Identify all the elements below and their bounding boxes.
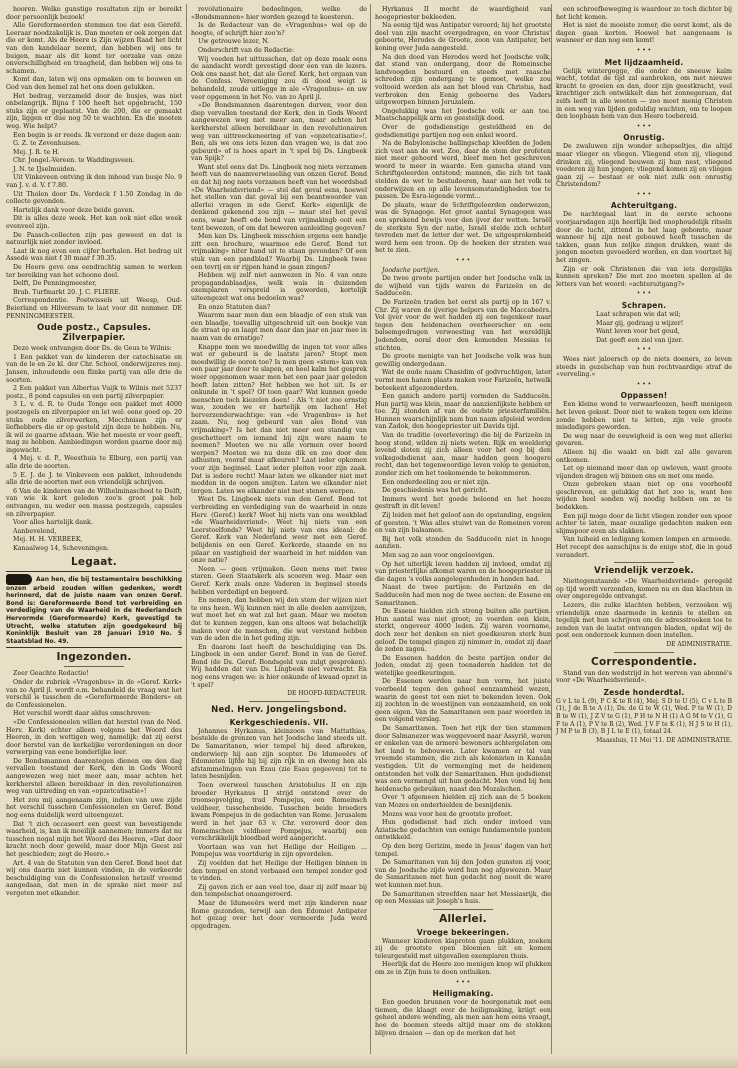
heading-onrustig: Onrustig. [623,133,665,143]
paragraph: Mej. H. H. VERBEEK, [13,536,83,544]
legaat-notice [6,571,182,649]
paragraph: Een begin is er reeds. Ik verzond er deze dagen aan: [13,131,182,139]
paragraph: Zij voelden dat het Heilige der Heiligen binnen in den tempel en stond verbaasd een tempel zonder god te vinden. [191,859,367,883]
paragraph: Kanaalweg 14, Scheveningen. [13,545,110,552]
corr-signature: Maassluis, 11 Mei '11. DE ADMINISTRATIE. [596,736,732,744]
paragraph: Alle Gereformeerden stemmen toe dat een Gerefd. Leeraar noodzakelijk is. Dan moeten er ook zorgen dat die er komt. Als de Heere is Zijn wijzen Raad het licht van den kandelaar neemt, dan hebben wij ons te buigen, maar als dit komt ter oorzake van onze onverschilligheid en traagheid, dan hebben wij ons te schamen. [6,22,182,75]
paragraph: J. N. te IJselmuiden. [13,165,77,173]
paragraph: 3 L. v. d. R. te Oude Tonge een pakket met 4000 postzegels en zilverpapier en let wel: eene goed op. 20 stuks oude zilverwerken, Mecchnisan zijn er liefhebbers die er op gesteld zijn deze te hebben. Nu, ik wil ze gaarne afstaan. Wie het meeste er voor geeft, mag ze hebben. Aanbiedingen worden gaarne door mij ingewacht. [6,401,182,454]
heading-vroege: Vroege bekeeringen. [416,927,510,937]
achteruitgang-section [556,211,732,288]
paragraph: En onze Statuten dan? [198,303,271,311]
paragraph: Zij leiden met het geloof aan de opstanding, engelen of geesten. 't Was alles stuiwt van de Romeinen voren en van zijn balsamen. [375,512,551,535]
joodsche-volk-section [375,6,551,255]
heiligmaking-section [375,999,551,1037]
signoff: DE HOOFD-REDACTEUR. [287,690,367,698]
paragraph: De Essene hielden zich streng buiten alle partijen. Hun aantal was niet groot; zo voerden een klein, sterkt, ongeveer 4000 leden. Zij waren voorname, doch zeer het denken en niet goedkeuren sterk hun geloof. De tempel gingen zij nimmer in, omdat zij daar de zeden zagen. [375,608,551,654]
schrapen-after: Wees niet jaloersch op de niets doeners, zo leven steeds in gezelschap van hun rechtvaardige straf de «verveling.» [556,355,732,379]
paragraph: Een pijl moge door de licht vliegen zonder een spoor achter te laten, maar ouzalige gedachten maken een slijmspoor even als slakken. [556,512,732,535]
paragraph: Uw getrouwe lezer, N. [198,38,270,46]
heading-heiligmaking: Heiligmaking. [432,989,494,999]
paragraph: Zijn er ook Christenen die van iets dergelijks kunnen spreken? Die met zoo moeten spellen al de letters van het woord: «achteruitgang?» [556,265,732,288]
paragraph: De Paasch-collecten zijn pas geweest en dat is natuurlijk niet zonder invloed. [6,231,182,247]
paragraph: een schroefbeweging is waardoor ze toch dichter bij het licht komen. [556,6,732,21]
paragraph: Het zou mij aangenaam zijn, indien van uwe zijde het verschil tusschen Confessionelen en Geref. Bond nog eens duidelijk werd uiteengezet. [6,796,182,820]
schrapen-poem [556,311,732,344]
paragraph: 5 E. J. de J. te Vinkeveen een pakket, inhoudende alle drie de soorten met een vriendelijk schrijven. [6,471,182,487]
paragraph: Waarom naar men dan een blaadje of een stuk van een blaadje, toevallig uitgeschreid uit een boekje van de straat op en laapt men daar dan jaar en jaar mee in naam van de ernstige? [191,312,367,342]
poem-line: Laat schrapen wie dat wil; [596,311,681,318]
separator-dots: • • • [636,122,652,130]
paragraph: Onderschrift van de Redactie: [198,46,294,54]
paragraph: Een goeden brunnen voor de hoorgenstuk met een tiemen, die klaagt over de heiligmaking, kriigt een geheel andere wending, als men aan hem eens vraagt, hoe de boomen steeds altijd maar om de stokken blijven draaien — dan op de merken dat het [375,999,551,1037]
paragraph: De Samaritanen. Toen het rijk der tien stammen door Salmanezer was weggevoerd naar Assyrië, waren er enkelen van de armere bewoners achtergelaten om het land te bebouwen. Later kwamen er tal van vreemde stammen, die zich als kolonisten in Kanaän vestigden. Uit de vermenging met de heidenen ontstonden het volk der Samaritanen. Hun godsdienst was een vermengd uit hun gedacht. Men vond bij hen heidensche gebruiken, naast den Mozaïschen. [375,725,551,793]
column-rule [186,4,187,1059]
paragraph: G. Z. te Zevenhuisen. [13,140,81,148]
paragraph: Onder de rubriek «Vragenbus» in de «Geref. Kerk» van zo April jl. wordt o.m. behandeld de vraag wat het verschil is tusschen de «Gereformeerde Bonders» en de Confessionelen. [6,678,182,709]
heading-partijen: Joodsche partijen. [382,266,440,274]
paragraph: Op het uiterlijk leven hadden zij invloed, omdat zij van priesterlijke afkomst waren en de hoogepriester in die dagen 's volks aangelegenheden in handen had. [375,560,551,583]
corr-intro: Stand van den wedstrijd in het werven van abonné's voor «De Waarheidsvriend». [556,669,732,685]
paragraph: Het bedrag, verzameld door de busjes, was niet onbelangrijk. Bijna f 100 heeft het opgebracht, 150 stuks zijn er geplaatst. Van de 200, die er gemaakt zijn, liggen er due nog 50 te wachten. En die moeten weg. Wie helpt? [6,92,182,130]
page-edge [0,1054,738,1068]
paragraph: 2 Een pakket van Albertus Vuijk te Wilnis met 5237 postz., 8 pond capsules en een partij zilverpapier. [6,385,182,400]
heading-ingezonden: Ingezonden. [56,651,132,664]
paragraph: Hartelijk dank voor deze beide gaven. [13,206,135,214]
paragraph: Naast de twee partijen: de Farizeën en de Sadduceën had men nog de twee secten: de Essene en Samaritanen. [375,584,551,607]
paragraph: De Bondsmannen daarentegen dienen om den dag vervallen toestand der Kerk, den in Gods Woord aangewezen weg niet meer aan, maar achten het kerkherstel alleen bereikbaar in den revolutionairen weg van uittreding en van «opzetcatisatie»! [6,757,182,796]
heading-allerlei: Allerlei. [439,912,487,925]
verzoek-signature: DE ADMINISTRATIE. [666,640,732,648]
paragraph: De nachtegaal laat in de eerste schoone voorjaarsdagen zijn heerlijk lied onophoudelijk ritseln door de lucht, zittend in het laag gebomte, maar wanneer hij zijn nest gebouwd heeft tusschen de takken, gaan hun zeljke zingen drukken, want de jongen moeten gevoederd worden, en dan voortzet hij het zingen. [556,211,732,265]
heading-oppassen: Oppassen! [620,391,668,401]
paragraph: Want stel eens dat Ds. Lingbeek nog niets verzamen heeft van de naamverwisseling van onzen Geref. Bond en dat hij nog niets verzamen heeft van het woordsbad «De Waarheidsvriend» — stel dat geval eens, hoewel het stellen van dat geval bij een beantwoorder van allerlei vragen in ede Geref. Kerk» eigenlijk de denkend gekenend zou zijn — maar stel het geval eens, waar heeft ede bond van vrijmakingb ooit een tent bewezen, of om dat beweren aanleiding gegeven? [191,163,367,232]
paragraph: Ongelukkig was het Joodsche volk er aan toe. Maatschappelijk arm en geestelijk dood. [375,107,551,123]
paragraph: Uit Tholen door Ds. Verdeck f 1.50 Zondag in de collecte gevonden. [6,190,182,206]
heading-jongelingsbond: Ned. Herv. Jongelingsbond. [211,704,347,715]
paragraph: Wij voeden het uittusschen, dat op deze maak eens de aandacht wordt gevestigd door een van de lezers. Ook ons naast het, dat ale Geref. Kerk, het orgaan van de Confess. Vereeniging zou di dood weigt is behandeld, zoude uitlegge in ale «Vragenbus» en uw veer opgemeen in het No. van zo April jl. [191,55,367,101]
paragraph: «De Confessioneelen willen dat herstel (van de Ned. Herv. Kerk) echter alleen volgens het Woord des Heeren, in den wettigen weg, namelijk: dat zij eerst door herstel van de kerkelijke verordeningen en door verwerping van eene bonderlijke leer. [6,718,182,757]
paragraph: Mozes was voor hen de grootste profeet. [382,810,513,818]
schroef-section [556,6,732,45]
paragraph: Zeer Geachte Redactie! [13,670,89,678]
paragraph: Over 't afgemeen hielden zij zich aan de 5 boeken van Mozes en onderhielden de besnijdenis. [375,794,551,809]
paragraph: Komt dan, laten wij ons opmaken om te bouwen en God van den hemel zal het ons doen gelukken. [6,76,182,91]
paragraph: hooren. Welke gunstige resultaten zijn er bereikt door persoonlijk bezoek! [6,6,182,21]
paragraph: Na de Babylonische ballingschap kleefden de Joden zich vast aan de wet. Zoo, daar de stem der profeten niet meer gehoord werd, bleef men het geschreven woord te meer in waarde. Een ganscha stand van Schriftgeleerden ontstond; mannen, die zich tot taak stelden de wet te bestudeeren, haar aan het volk te onderwijzen en op alle levensomstandigheden toe te passen. De Esra-legende vormt... [375,140,551,201]
poem-line: Maar gij, gedraag u wijzer! [596,319,684,327]
partijen-section [375,275,551,906]
paragraph: Onze gebreken staan niet op ons voorhoofd geschreven, en gelukkig dat het zoo is, want hoe wijden heel sonden wij noodig hebben om ze te bedekken. [556,481,732,512]
paragraph: Hun godsdienst had zich onder invloed van Aziatische gedachten van eenige fundamentele punten ontwikkeld. [375,819,551,842]
paragraph: Laat ik nog even een cijfer herhalen. Het bedrag uit Assedè was niet f 30 maar f 30.35. [6,247,182,263]
heading-kerkgeschiedenis: Kerkgeschiedenis. VII. [229,717,329,727]
paragraph: Toen overweel tusschen Aristobulus II en zijn broeder Hyrkanus II strijd ontstond over de troonsopvolging, trad Pompejus, een Romeinsch veldheer, tusschenbeide. Tusschen beide broeders kwam Pompejus in de gedachten van Rome. Jerusalem werd in het jaar 63 v. Chr. veroverd door den Romeinschen veldheer Pompejus, waarbij een verschrikkelijk bloedbad werd aangericht. [191,782,367,843]
paragraph: De weg naar de eeuwigheid is een weg met allerlei gevaren. [556,432,732,448]
paragraph: De Essenen hadden de beste partijen onder de Joden, omdat zij geen toenaderen hadden tot de wetelijke goedkeuringen. [375,654,551,677]
heading-lijdzaamheid: Met lijdzaamheid. [604,57,684,67]
poem-line: Want leven voor het goud, [596,328,680,336]
paragraph: Heerlijk dat de Heere zoo menigen knop wil plukken om ze in Zijn huis te doen ontluiken. [375,961,551,977]
zilverpapier-section [6,345,182,552]
paragraph: De Samaritanen van bij den Joden gunsten zij voor, van de Joodsche zijde werd hun nog afgewezen. Maar de Samaritanen met hun gedacht nog nooit de ware wet kunnen met hun. [375,859,551,889]
paragraph: Op den berg Gerizim, mede in Jesus' dagen van het tempel. [375,842,551,858]
paragraph: Wanneer kinderen klaproten gaan plukken, zoeken zij de grootste open bloemen uit en komen teleurgesteld met uitgevallen exemplaren thuis. [375,937,551,960]
paragraph: Dat 't zich occaseert een geest van bevestigende waarheid, is, kan ik moeilijk aannemen; immers dat nu tusschen nogal mijn het Woord des Heeren, «Dat door kracht noch door geweld, maar door Mijn Geest zal het geschieden; zegt de Heere.» [6,820,182,858]
separator-dots: • • • [636,290,652,298]
column-rule [551,4,552,1059]
paragraph: Aanbevelend, [13,527,57,535]
paragraph: Bij het volk stonden de Sadduceën niet in hooge aanzien. [375,535,551,551]
paragraph: De Samaritanen streefden naar het Messiasrijk, die op een Messias uit Joseph's huis. [375,890,551,906]
paragraph: En daarom laat heeft de beschuldiging van Ds. Lingbeek in een ander Geref. Bond in van de Geref. Bond (de Ds. Geref. Bondsgeld van zulgt gesproken). Wij hadden dat van Ds. Lingbeek niet verwacht. En nog eens vragen we: is hier onkunde of kwaad opzet in 't spel? [191,643,367,689]
paragraph: Delft, De Penningmeester, [13,280,97,288]
heading-achteruitgang: Achteruitgang. [610,201,678,211]
legaat-text: Aan hen, die bij testamentaire beschikking onzen arbeid zouden willen gedenken, wordt herinnerd, dat de juiste naam van onzen Geref. Bond is: Gereformeerde Bond tot verbreiding en verdediging van de Waarheid in de Nederlandsch Hervormde (Gereformeerde) Kerk, gevestigd te Utrecht, welke statuten zijn goedgekeurd bij Koninklijk Besluit van 28 Januari 1910 No. 5 Staatsblad No. 49. [6,575,182,645]
paragraph: Het is niet de moeiste zomer, die eerst komt, als de dagen gaan korten. Hoewel het aangenaam is wanneer er dan nog een komt! [556,22,732,45]
paragraph: Art. 4 van de Statuten van den Geref. Bond heet dat wij ons daarin niet kunnen vinden, in de verkeerde beschuldiging van de Confessionelen hetzelf vreemd aangedaan, dat men in de sprake niet meer zal vergeten met elkander. [6,859,182,897]
paragraph: Correspondentie. Postwissels uit Weesp, Oud-Beierland en Hilversum te laat voor dit nummer. DE PENNINGMEESTER. [6,297,182,320]
paragraph: Immers werd het goede beloond en het boeze gestraft in dit leven! [375,495,551,511]
column-2 [191,6,367,931]
paragraph: Voortaan was van het Heilige der Heiligen ... Pompejus was voortdurig in zijn opvordelen. [191,843,367,859]
vroege-section [375,938,551,977]
paragraph: De groote menigte van het Joodsche volk was hun gewillig ondergedaan. [375,353,551,368]
corr-text: G v L te L (9), P C K te R (4), Mej. S D te U (5), C v L te B (1), J de R te A (1), Ds. de G te W (1), Wed. P te W (1), D B te W (1), J Z V te G (1), P H te N H (1) A G M te V (1), G F te A (1), P V te R (2), Wed. J V F te K (1), H J S te H (1), J M P te B (3), B J L te E (1), totaal 24. [556,697,732,736]
paragraph: De geschiedenis was het gericht. [382,487,488,495]
paragraph: Alleen hij die waakt en bidt zal alle gevaren ontkomen. [556,448,732,464]
paragraph: Lezers, die zulke klachten hebben, verzoeken wij vriendelijk onze daarmede in kennis te stellen en tegelijk met hun schrijven om de adresstrooken toe te zenden van de laatst ontvangen bladen, opdat wij de post een onderzoek kunnen doen instellen. [556,602,732,640]
paragraph: 6 Van de kinderen van de Wilhelminaschool te Delft, van wie ik kort geleden zoo'n groot pak heb ontvangen, nu weder een massa postzegels, capsules en zilverpapier. [6,487,182,518]
paragraph: Neen — geen vrijmaken. Geen mens met twee staren. Geen Staatskerk als scoeren weg. Maar een Geref. Kerk zoals onze Vaderen in beginsel steeds hebben verdedigd en begeerd. [191,565,367,596]
paragraph: Mej. J. R. te H. [13,148,60,156]
paragraph: 4 Mej. v. d. P., Weesthuis te Elburg, een partij van alle drie de soorten. [6,455,182,471]
separator-dots: • • • [455,257,471,264]
paragraph: Let op niemand meer dan op uwleven, want groote vijanden dragen wij binnen ons en met ons mede. [556,465,732,480]
divider [249,701,309,702]
paragraph: Weet Ds. Lingbeek niets van den Geref. Bond tot verbreiding en verdediging van de waarheid in onze Herv. (Geref.) kerk? Weet hij niets van ons weekblad «de Waarheidsvriend». Weet hij niets van een Leerstoelfonds? Weet hij niets van ons ideaal: de Geref. Kerk van Nederland weer met een Geref. belijdenis en een Geref. Kerkorde, staande en nu pilaar en vastigheid der waarheid in het midden van onze natie? [191,496,367,565]
paragraph: Knappe men we moedwillig de ingen tot voor alles wat er gebeurd is de laatste jaren? Stopt men moedwillig de ooren toe? Is men geen «stem» kan van een paar jaar door te slapen, en heel kalm het gesprek weer opgenomen waar men het een paar jaar geleden heeft laten zitten? Het hebben we het uit. Is er onkunde in 't spel? Of toen gaar? Wat kunnen goede menschen toch kiezelen doen! . Als 't niet zoo ernstig was, zouden we er hartelijk om lachen! Het herverzenderwachtige: van «de Vragenbus» is het zaam. Nu, nog gebeurd van ales Bond van vrijmaking»? Is het dan niet meer een standig van geschetteert om iemand bij zijn ware naam te noemen? Moeten we nu alle vormen over boord werpen? Moeten we nu deze dik en zoo door den adhusten, vooraf maar afkeuren? Laat ieder opkomen voor zijn beginsel. Laat ieder pleiten voor zijn zaak. Dat is iedere recht! Maar laten we elkander niet met modden in de oogen smijten. Laten we elkander niet tergen. Laten we elkander niet met stenen werpen. [191,343,367,495]
paragraph: De Essenen werden naar hun vorm, het juiste voorbeeld tegen den geheel eenzaamheid wezen, waarin de geest tot een niet te bekenden leven. Ook zij zochten in de woestijnen van eenzaamheid, en ook geen eigen. Van de Samaritanen een paar woorden in een volgend verslag. [375,678,551,724]
divider [433,909,493,910]
heading-verzoek: Vriendelijk verzoek. [594,566,694,577]
separator-dots: • • • [636,190,652,198]
intro-section [6,6,182,320]
lijdzaamheid-section [556,68,732,121]
paragraph: Voor alles hartelijk dank. [13,519,93,527]
paragraph: Gelijk wintergegge, die onder de sneeuw kalm wacht, totdat de tijd zal aanbreken, om met nieuwe kracht te groeien en dan, door zijn geestkracht, veel krachtiger zich ontwikkelt dan het zonnegeraan, dat zelfs leeft in alle weeten — zoo moet menig Christen in een weg van lijden geduldig wachten, om te loopen den loopbaan hem van den Heere toebereid. [556,67,732,121]
paragraph: Een onderdeeling zou er niet zijn. [382,478,491,486]
column-1 [6,6,182,899]
onrustig-section [556,143,732,189]
paragraph: Na eenig tijd was Antipater veroord; hij het grootste deel van zijn macht overgedragen, en voor Christus' geboorte, Herodes de Groote, zoon van Antipater, bet koning over Juda aangesteld. [375,22,551,52]
separator-dots: • • • [455,978,471,986]
heading-legaat: Legaat. [71,555,117,568]
paragraph: De Heere geve ons eendrachtig samen te werken ter bereiking van het schoone doel. [6,264,182,279]
paragraph: «De Bondsmannen daarentegen durven, voor den diep vervallen toestand der Kerk, den in Gods Woord aangewezen weg niet meer aan, maar achten het kerkherstel alleen bereikbaar in den revolutionairen weg van uittreeckeneering of van «opzetcatisatie»!. Ben, als we ons iets lezen dan vragen we, is dat zoo gebeurd» of is hoes apart in 't spel bij Ds. Lingbeek van Spijk? [191,102,367,163]
paragraph: Brab. Turfmarkt 20. J. C. FLIERE. [13,288,121,296]
paragraph: En nemen, dan hebben wij den stem der wijzen niet te ons heen. Wij kunnen niet in alle deelen aanvijzen, wat moet het en wat zal het gaan. Maar we moeten dat te kunnen zeggen, kan ons altoos wat belachelijk maken voor de menschen, die wat verstand hebben van de aden die in het geding zijn. [191,597,367,643]
verzoek-section [556,578,732,640]
paragraph: Van de traditie (overlevering) die bij de Farizeën in hoog stond, wilden zij niets weten. Rijk en weelderig levend sloten zij zich alleen voor het oog bij den volksgodsdienst aan, maar hadden geen hoogere recht, dan het tegenwoordige leven volop te genieten, zonder zich om het toekomende te bekommeren. [375,432,551,478]
paragraph: Het verschil wordt daar aldus omschreven: [13,710,152,718]
heading-correspondentie: Correspondentie. [591,655,697,668]
paragraph: Men kan Ds. Lingbeek misschien ergens een handje zitt een brochure, waarmee ede Geref. Bond tot vrijmaking» niter hand uit te staan gevonden? Of een stuk van een pandblad? Waarbij Ds. Lingbeek twee een tevrij en er rijpen hand ie gaan zingen? [191,233,367,271]
redactie-section [191,6,367,689]
paragraph: Een kleine wond te verwaarloozen, heeft menigeen het leven gekost. Door niet te waken tegen een kleine zonde hebben niet te letten, zijn vele groote misdadigers geworden. [556,401,732,432]
paragraph: Wat de oude naam Chasidim of godvruchtigen, later vormt men hanen plaats maken voor Farizeën, hetwelk beteekent afgezonderden. [375,369,551,392]
heading-honderdtal: Zesde honderdtal. [603,687,685,697]
paragraph: Na den dood van Herodes werd het Joodsche volk, dat stand van ondergang, door de Romeinsche landvoogden bestuurd en steeds met raasche schreden zijn ondergang te gemoet, welke zou voltooid worden als aan het bloed van Christus, had verbroken den Eenig geboorne des Vaders uitgeworpen binnen Jeruzalem. [375,53,551,107]
paragraph: Van luiheid en ledigang komen lompen en armoede. Het recept des aanschijns is de enige stof, die in goud verandert. [556,536,732,559]
paragraph: Een ganich andere partij vormden de Sadduceën. Hun partij was klein, maar de aanzienlijkste hebben er toe. Zij stonden af van de oudste priesterfamiliën. Hunnen waarschijnlijk nam hun naam afgeleid worden van Zadok, den hoogepriester uit Davids tijd. [375,393,551,431]
paragraph: Hebben wij zelf niet aanwezen in No. 4 van onze propagandablaadjes, welk wais in duizenden exemplaren verspreid is geworden, kortelijk uiteengezet wat ons bedoelen was? [191,272,367,302]
separator-dots: • • • [636,346,652,354]
paragraph: revolutionaire bedoelingen, welke de «Bondsmannen» hier worden gezegd te koesteren. [191,6,367,21]
paragraph: Is de Redacteur van de «Vragenbus» wel op de hoogte, of schrijft hier zoo'n? [191,22,367,37]
column-rule [370,4,371,1059]
separator-dots: • • • [636,380,652,388]
pointing-hand-icon [6,574,32,585]
divider [614,562,674,563]
paragraph: Dit is alles deze week. Het kan ook niet elke week evenveel zijn. [6,215,182,231]
paragraph: 1 Een pakket van de kinderen der catechisatie en van de le en 2e kl. der Chr. School, onderwijzeres mej. Jansen, inhoudende een flinke partij van alle drie de soorten. [6,353,182,384]
column-3 [375,6,551,1038]
paragraph: De zwaluwen zijn wonder schepseltjes, die altijd maar vlieger en vliegen. Vliegend eten zij, vliegend drinken zij, vliegend bouwen zij hun nest, vliegend voederen zij hun jongen; vliegend komen zij en vliegen gaan zij — bestaat er ook niet zulk een onrustig Christendom? [556,143,732,189]
paragraph: Deze week ontvangen door Ds. de Geus te Wilnis: [13,345,172,353]
separator-dots: • • • [636,46,652,54]
paragraph: Maar de Idumeeërs werd met zijn kinderen naar Rome gezonden, terwijl aan den Edomiet Antipater het gezag over het door vermoerde Juda werd opgedragen. [191,899,367,930]
paragraph: Chr. Jongel.-Vereen. te Waddingsveen. [13,157,135,165]
paragraph: Hyrkanus II mocht de waardigheid van hoogepriester bekleeden. [375,6,551,21]
paragraph: Zij gaven zich er aan veel toe, daar zij zelf maar bij den tempelschat onaangeroerd. [191,883,367,899]
paragraph: Niettegenstaande «De Waarheidsvriend» geregeld op tijd wordt verzonden, komen nu en dan klachten in over ongeregelde ontvangst. [556,578,732,601]
oppassen-section [556,401,732,559]
paragraph: Men sag ze aan voor ongeloovigen. [382,551,495,559]
heading-schrapen: Schrapen. [621,301,667,310]
divider [614,652,674,653]
kerkgeschiedenis-section [191,728,367,930]
paragraph: De plaats, waar de Schriftgeleerden onderwezen, was de Synagoge. Het groot aantal Synagogen was een sprekend bewijs voor den ijver der wetten. Israël de sterkste Syn der natie, Israël stelde zich echter tevreden met de letter der wet. De uitgesprokenheid werd hem een troon. Op de hoeken der straten was het te zien. [375,201,551,255]
paragraph: Over de godsdienstige gesteldheid en de godsdienstige partijen nog een enkel woord. [375,123,551,139]
poem-line: Dat geeft een ziel van ijzer. [596,336,683,344]
ingezonden-section [6,670,182,897]
column-4 [556,6,732,745]
paragraph: Johannes Hyrkanus, kleinzoon van Mattathias, bestelde de grenzen van het Joodsche land steeds uit. De Samaritanen, wier tempel hij deed afbreken, onderwierp hij aan zijn scepter. De Idumeeërs of Edomieten lijfde hij bij zijn rijk in en dwong hen als afstammelingen van Ezau (zie Esau gegeeven) tot te laten besnijden. [191,727,367,781]
divider [64,666,124,667]
heading-zilverpapier: Oude postz., Capsules. Zilverpapier. [36,323,152,344]
paragraph: De twee groote partijen onder het Joodsche volk in de wijheid van tijds waren de Farizeën en de Sadduceën. [375,275,551,298]
paragraph: Uit Vinkeveen ontving ik den inhoud van busje No. 9 van J. v. d. V. f 7.80. [6,174,182,190]
paragraph: De Farizeën traden het eerst als partij op in 167 v. Chr. Zij waren de ijverige helpers van de Maccabeërs. Vol ijver voor de wet hadden zij een tegenkeer naar tegen den heidenschen overheerscher en een balsemgedragen verwoesting van het wereldlijk Jodendom, ooral door den komenden Messias te stichten. [375,298,551,352]
